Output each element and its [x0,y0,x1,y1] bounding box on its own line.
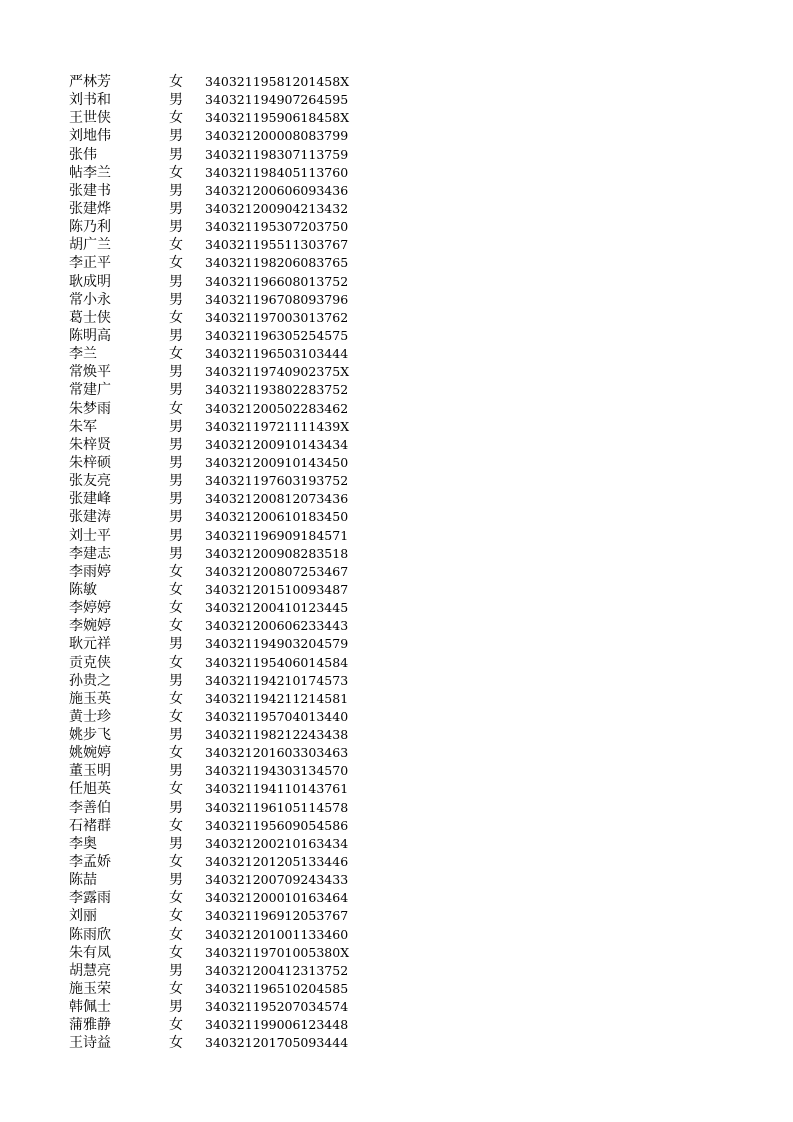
person-gender: 女 [169,74,183,90]
person-id-number: 340321200010163464 [205,890,349,906]
person-name: 陈乃利 [69,219,111,236]
person-id-number: 340321194903204579 [205,636,349,652]
person-id-number: 340321200008083799 [205,128,349,144]
table-row [69,146,369,164]
person-gender: 男 [169,418,183,435]
person-name: 任旭英 [69,781,111,798]
person-name: 张建书 [69,182,111,199]
table-row [69,436,369,454]
person-id-number: 340321201205133446 [205,854,349,870]
table-row [69,726,369,744]
table-row [69,291,369,309]
person-name: 帖李兰 [69,164,111,181]
person-name: 王诗益 [69,1035,111,1052]
person-id-number: 340321193802283752 [205,382,349,398]
table-row [69,762,369,780]
person-id-number: 340321196708093796 [205,291,349,307]
table-row [69,962,369,980]
person-name: 施玉荣 [69,981,111,998]
table-row [69,545,369,563]
person-id-number: 340321194210174573 [205,672,349,688]
table-row [69,200,369,218]
table-row [69,236,369,254]
person-name: 耿成明 [69,273,111,290]
table-row [69,654,369,672]
person-gender: 女 [169,890,183,907]
person-gender: 男 [169,763,183,780]
person-name: 朱梓硕 [69,454,111,471]
person-id-number: 34032119590618458X [205,110,350,126]
table-row [69,381,369,399]
person-name: 刘丽 [69,908,97,925]
person-name: 张建峰 [69,491,111,508]
person-gender: 男 [169,273,183,290]
person-name: 刘士平 [69,527,111,544]
person-name: 李雨婷 [69,563,111,580]
person-id-number: 340321200606093436 [205,182,349,198]
person-gender: 男 [169,799,183,816]
person-gender: 女 [169,817,183,834]
person-gender: 女 [169,781,183,798]
person-gender: 女 [169,309,183,326]
table-row [69,944,369,962]
person-id-number: 340321194211214581 [205,690,349,706]
person-id-number: 34032119581201458X [205,74,350,89]
person-gender: 男 [169,382,183,399]
table-row [69,617,369,635]
person-gender: 男 [169,92,183,109]
table-row [69,690,369,708]
person-gender: 男 [169,999,183,1016]
person-gender: 男 [169,454,183,471]
person-id-number: 340321196909184571 [205,527,349,543]
person-gender: 女 [169,926,183,943]
person-name: 李婷婷 [69,600,111,617]
table-row [69,889,369,907]
table-row [69,309,369,327]
table-row [69,418,369,436]
person-name: 李善伯 [69,799,111,816]
person-name: 李婉婷 [69,618,111,635]
person-gender: 女 [169,581,183,598]
person-id-number: 340321200709243433 [205,872,349,888]
person-id-number: 340321196608013752 [205,273,349,289]
table-row [69,708,369,726]
table-row [69,345,369,363]
table-row [69,327,369,345]
person-id-number: 340321200807253467 [205,563,349,579]
table-row [69,508,369,526]
table-row [69,998,369,1016]
table-row [69,109,369,127]
person-gender: 女 [169,237,183,254]
person-name: 张伟 [69,146,97,163]
person-id-number: 340321198212243438 [205,727,349,743]
table-row [69,635,369,653]
person-name: 贡克侠 [69,654,111,671]
person-gender: 男 [169,182,183,199]
person-name: 刘书和 [69,92,111,109]
person-gender: 女 [169,944,183,961]
person-id-number: 340321196305254575 [205,327,349,343]
person-name: 王世侠 [69,110,111,127]
person-id-number: 340321200412313752 [205,962,349,978]
person-id-number: 340321197003013762 [205,309,349,325]
person-name: 胡慧亮 [69,962,111,979]
person-id-number: 340321194907264595 [205,92,349,108]
table-row [69,853,369,871]
table-row [69,744,369,762]
table-row [69,454,369,472]
person-gender: 男 [169,545,183,562]
person-gender: 男 [169,200,183,217]
person-name: 孙贵之 [69,672,111,689]
table-row [69,363,369,381]
person-name: 李露雨 [69,890,111,907]
person-id-number: 340321195704013440 [205,708,349,724]
table-row [69,164,369,182]
person-gender: 男 [169,436,183,453]
table-row [69,817,369,835]
person-name: 石褚群 [69,817,111,834]
table-row [69,926,369,944]
person-gender: 男 [169,128,183,145]
person-name: 朱有凤 [69,944,111,961]
person-id-number: 340321194110143761 [205,781,349,797]
person-gender: 女 [169,1017,183,1034]
person-id-number: 34032119740902375X [205,364,350,380]
table-row [69,835,369,853]
person-name: 施玉英 [69,690,111,707]
table-row [69,527,369,545]
person-id-number: 340321201510093487 [205,581,349,597]
person-id-number: 340321200210163434 [205,835,349,851]
person-gender: 女 [169,164,183,181]
person-gender: 男 [169,219,183,236]
person-name: 朱梦雨 [69,400,111,417]
person-name: 李兰 [69,346,97,363]
person-gender: 女 [169,600,183,617]
person-id-number: 340321198307113759 [205,146,349,162]
table-row [69,980,369,998]
person-gender: 女 [169,563,183,580]
person-name: 李正平 [69,255,111,272]
person-name: 李孟娇 [69,854,111,871]
person-gender: 男 [169,509,183,526]
person-gender: 男 [169,146,183,163]
person-gender: 男 [169,636,183,653]
person-name: 陈敏 [69,581,97,598]
person-gender: 女 [169,690,183,707]
table-row [69,73,369,91]
person-id-number: 340321200610183450 [205,509,349,525]
person-name: 陈喆 [69,872,97,889]
table-row [69,91,369,109]
person-gender: 男 [169,872,183,889]
table-row [69,400,369,418]
person-gender: 女 [169,1035,183,1052]
person-name: 李建志 [69,545,111,562]
person-name: 朱军 [69,418,97,435]
person-id-number: 340321197603193752 [205,473,349,489]
name-list-table [69,73,369,1053]
person-name: 严林芳 [69,74,111,90]
table-row [69,907,369,925]
table-row [69,672,369,690]
person-name: 常建广 [69,382,111,399]
table-row [69,490,369,508]
person-gender: 女 [169,255,183,272]
table-row [69,780,369,798]
person-id-number: 340321200502283462 [205,400,349,416]
person-name: 常小永 [69,291,111,308]
table-row [69,1016,369,1034]
table-row [69,581,369,599]
person-name: 刘地伟 [69,128,111,145]
table-row [69,599,369,617]
person-id-number: 340321194303134570 [205,763,349,779]
table-row [69,1034,369,1052]
person-name: 张友亮 [69,473,111,490]
person-id-number: 340321200410123445 [205,600,349,616]
person-gender: 女 [169,654,183,671]
person-name: 朱梓贤 [69,436,111,453]
table-row [69,871,369,889]
table-row [69,799,369,817]
table-row [69,182,369,200]
person-id-number: 340321196510204585 [205,981,349,997]
person-id-number: 340321200812073436 [205,491,349,507]
person-id-number: 340321196912053767 [205,908,349,924]
person-name: 陈明高 [69,327,111,344]
person-id-number: 340321198405113760 [205,164,349,180]
person-gender: 男 [169,327,183,344]
person-name: 常焕平 [69,364,111,381]
person-id-number: 340321195307203750 [205,219,349,235]
person-gender: 男 [169,672,183,689]
person-name: 蒲雅静 [69,1017,111,1034]
person-id-number: 340321195609054586 [205,817,349,833]
person-id-number: 340321195207034574 [205,999,349,1015]
person-name: 董玉明 [69,763,111,780]
person-gender: 女 [169,854,183,871]
person-id-number: 340321196503103444 [205,346,349,362]
person-id-number: 340321200910143434 [205,436,349,452]
person-id-number: 340321200910143450 [205,454,349,470]
person-id-number: 34032119721111439X [205,418,350,434]
person-name: 韩佩士 [69,999,111,1016]
person-gender: 男 [169,491,183,508]
table-row [69,127,369,145]
person-gender: 女 [169,708,183,725]
person-id-number: 340321196105114578 [205,799,349,815]
person-id-number: 340321195511303767 [205,237,349,253]
person-name: 姚婉婷 [69,745,111,762]
person-gender: 女 [169,346,183,363]
person-gender: 男 [169,962,183,979]
person-name: 葛士侠 [69,309,111,326]
person-id-number: 340321200908283518 [205,545,349,561]
person-name: 陈雨欣 [69,926,111,943]
person-id-number: 340321198206083765 [205,255,349,271]
person-id-number: 34032119701005380X [205,944,350,960]
person-gender: 男 [169,727,183,744]
person-name: 耿元祥 [69,636,111,653]
person-id-number: 340321201603303463 [205,745,349,761]
person-gender: 男 [169,527,183,544]
table-row [69,254,369,272]
person-gender: 女 [169,745,183,762]
person-id-number: 340321199006123448 [205,1017,349,1033]
person-gender: 男 [169,364,183,381]
person-name: 张建烨 [69,200,111,217]
person-gender: 女 [169,618,183,635]
person-id-number: 340321200606233443 [205,618,349,634]
person-name: 胡广兰 [69,237,111,254]
person-name: 姚步飞 [69,727,111,744]
person-name: 黄士珍 [69,708,111,725]
person-name: 张建涛 [69,509,111,526]
person-gender: 男 [169,291,183,308]
table-row [69,472,369,490]
person-id-number: 340321201001133460 [205,926,349,942]
person-name: 李奥 [69,835,97,852]
table-row [69,273,369,291]
person-gender: 女 [169,981,183,998]
person-id-number: 340321195406014584 [205,654,349,670]
person-gender: 女 [169,908,183,925]
person-id-number: 340321201705093444 [205,1035,349,1051]
person-id-number: 340321200904213432 [205,200,349,216]
table-row [69,563,369,581]
person-gender: 男 [169,473,183,490]
table-row [69,218,369,236]
person-gender: 女 [169,400,183,417]
person-gender: 女 [169,110,183,127]
person-gender: 男 [169,835,183,852]
